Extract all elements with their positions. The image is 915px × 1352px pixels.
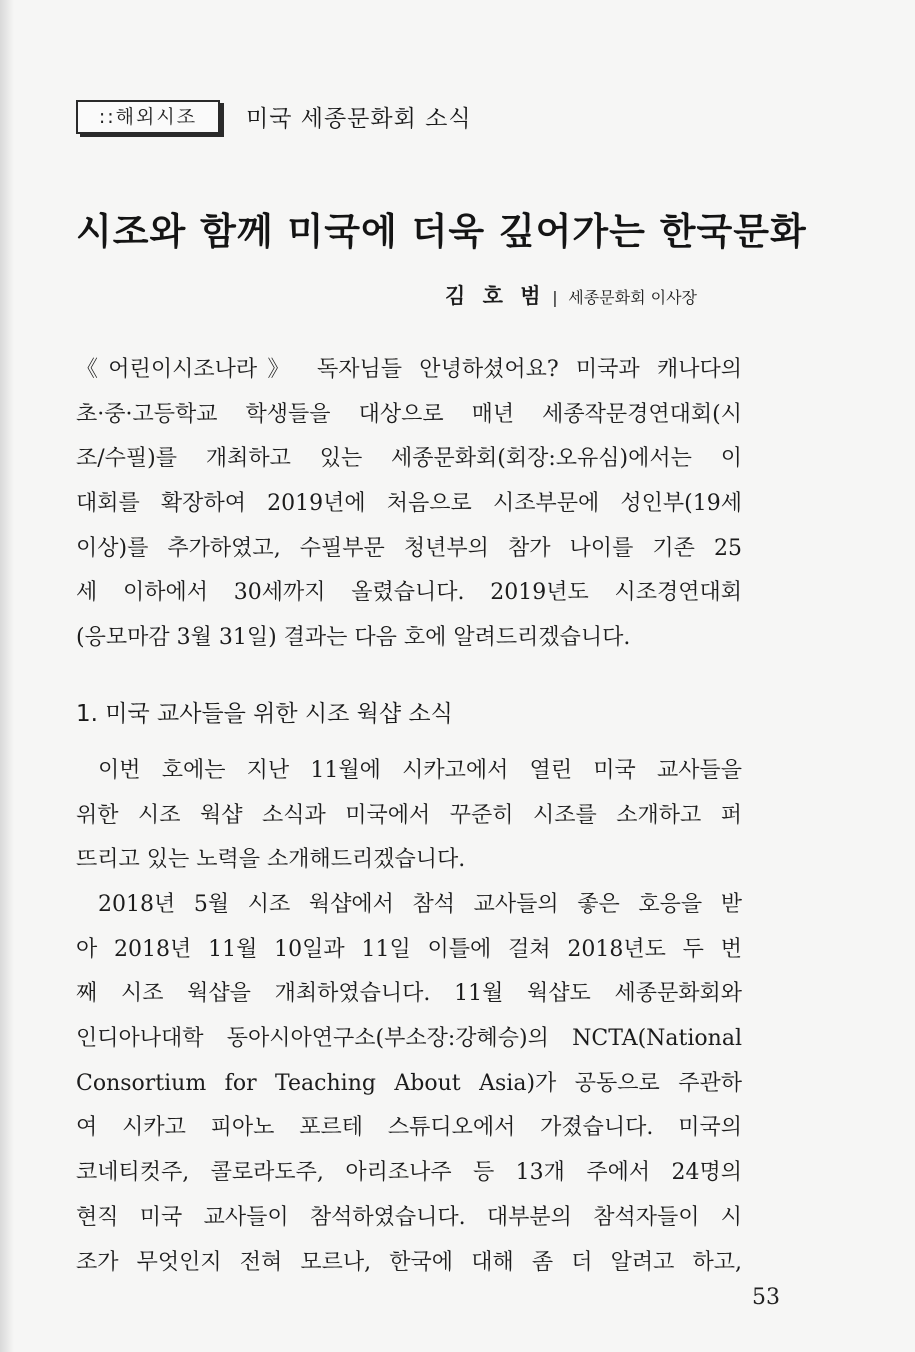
text-line: 이상)를 추가하였고, 수필부문 청년부의 참가 나이를 기존 25 [76, 535, 742, 561]
text-line: 조가 무엇인지 전혀 모르나, 한국에 대해 좀 더 알려고 하고, [76, 1249, 742, 1275]
text-line: 아 2018년 11월 10일과 11일 이틀에 걸쳐 2018년도 두 번 [76, 936, 742, 962]
section-title: 미국 세종문화회 소식 [246, 106, 472, 132]
text-line: 현직 미국 교사들이 참석하였습니다. 대부분의 참석자들이 시 [76, 1204, 742, 1230]
text-line: 째 시조 웍샵을 개최하였습니다. 11월 웍샵도 세종문화회와 [76, 981, 742, 1007]
author-name: 김 호 범 [445, 284, 546, 308]
section-tag: ::해외시조 [76, 100, 220, 134]
author-separator: | [552, 288, 558, 307]
section1-paragraph-2 [76, 883, 742, 1285]
text-line: (응모마감 3월 31일) 결과는 다음 호에 알려드리겠습니다. [76, 625, 631, 651]
page-number: 53 [752, 1285, 780, 1310]
page-gutter-shadow [0, 0, 14, 1352]
text-line: 코네티컷주, 콜로라도주, 아리조나주 등 13개 주에서 24명의 [76, 1160, 742, 1186]
text-line: 초·중·고등학교 학생들을 대상으로 매년 세종작문경연대회(시 [76, 401, 742, 427]
text-line: Consortium for Teaching About Asia)가 공동으로 주관하 [76, 1070, 742, 1096]
text-line: 뜨리고 있는 노력을 소개해드리겠습니다. [76, 847, 466, 873]
section-heading: 1. 미국 교사들을 위한 시조 웍샵 소식 [76, 701, 453, 727]
article-title: 시조와 함께 미국에 더욱 깊어가는 한국문화 [76, 210, 807, 253]
text-line: 《어린이시조나라》 독자님들 안녕하셨어요? 미국과 캐나다의 [76, 357, 742, 382]
text-line: 조/수필)를 개최하고 있는 세종문화회(회장:오유심)에서는 이 [76, 446, 742, 472]
text-line: 이번 호에는 지난 11월에 시카고에서 열린 미국 교사들을 [98, 758, 742, 783]
text-line: 여 시카고 피아노 포르테 스튜디오에서 가졌습니다. 미국의 [76, 1115, 742, 1141]
intro-paragraph [76, 348, 742, 661]
text-line: 대회를 확장하여 2019년에 처음으로 시조부문에 성인부(19세 [76, 491, 742, 517]
text-line: 위한 시조 웍샵 소식과 미국에서 꾸준히 시조를 소개하고 퍼 [76, 802, 742, 828]
byline [445, 281, 697, 313]
section1-paragraph-1 [76, 749, 742, 883]
text-line: 2018년 5월 시조 웍샵에서 참석 교사들의 좋은 호응을 받 [98, 892, 742, 917]
text-line: 세 이하에서 30세까지 올렸습니다. 2019년도 시조경연대회 [76, 580, 742, 606]
author-role: 세종문화회 이사장 [568, 288, 697, 307]
text-line: 인디아나대학 동아시아연구소(부소장:강혜승)의 NCTA(National [76, 1026, 742, 1052]
